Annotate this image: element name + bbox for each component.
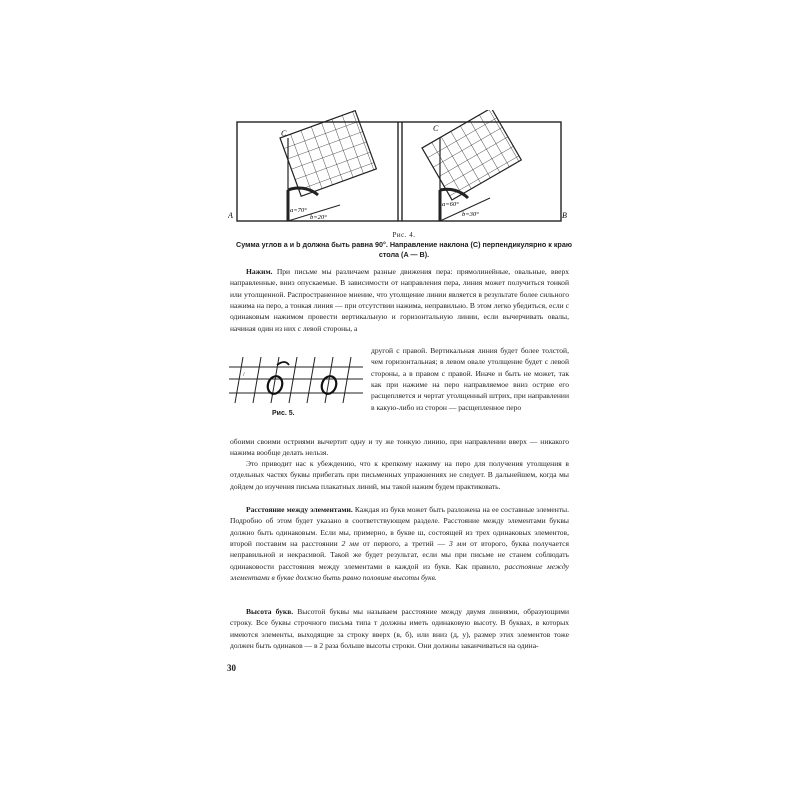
spacing-text-c: от второго, буква получается неправильной и некрасивой. Такой же будет результат, если мы при письме не станем соблюдать одинаковости расстояния между элементами в каждой из букв. Как правило, [230, 539, 570, 571]
figure-4-description: Сумма углов a и b должна быть равна 90°. Направление наклона (C) перпендикулярно к краю стола (A — B). [236, 240, 572, 259]
paragraph-letter-height [230, 606, 569, 651]
figure-4-title: Рис. 4. [392, 231, 416, 239]
spacing-rule: расстояние между элементами в букве должно быть равно половине высоты букв. [230, 561, 569, 583]
figure-4-caption [236, 230, 572, 260]
angle-b-left: b=20° [310, 214, 327, 221]
label-b: B [562, 211, 567, 220]
paragraph-lead-height: Высота букв. [246, 607, 294, 616]
spacing-text-a: Каждая из букв может быть разложена на ее составные элементы. Подробно об этом будет указано в соответствующем разделе. Расстояние между элементами буквы должно быть одинаковым. Если мы, примерно, в букве ш, состоящей из трех одинаковых элементов, второй поставим на расстоянии [230, 505, 570, 549]
paragraph-lead-pressure: Нажим. [246, 267, 273, 276]
paragraph-pressure-wrap: другой с правой. Вертикальная линия будет более толстой, чем горизонтальная; в левом овале утолщение будет с левой стороны, а в правом с правой. Иначе и быть не может, так как при нажиме на перо направляемое вниз острие его расщепляется и чертат утолщенный штрих, при направлении в какую-либо из сторон — расщепленное перо [371, 346, 569, 412]
figure-4-diagram [228, 110, 574, 225]
angle-a-left: a=70° [290, 207, 307, 214]
svg-text:/: / [243, 372, 245, 378]
paragraph-lead-spacing: Расстояние между элементами. [246, 505, 353, 514]
label-c-right: C [433, 124, 439, 133]
page-number: 30 [227, 663, 236, 673]
paragraph-spacing [230, 504, 569, 583]
paragraph-pressure [230, 266, 569, 334]
spacing-em-2: 3 мм [448, 539, 467, 549]
angle-b-right: b=30° [462, 211, 479, 218]
spacing-em-1: 2 мм [341, 539, 359, 549]
label-a: A [228, 211, 233, 220]
paragraph-pressure-text: При письме мы различаем разные движения пера: прямолинейные, овальные, вверх направленные, вниз опускаемые. В зависимости от направления пера, линия может получиться тонкой или утолщенной. Распространенное мнение, что утолщение линии является в результате более сильного нажима на перо, а тонкая линия — при отсутствии нажима, неправильно. В этом легко убедиться, если с одинаковым нажимом провести вертикальную и горизонтальную линии, если вычерчивать овалы, начиная один из них с левой стороны, а [230, 267, 569, 333]
paragraph-height-text: Высотой буквы мы называем расстояние между двумя линиями, образующими строку. Все буквы строчного письма типа т должны иметь одинаковую высоту. В буквах, в которых имеются элементы, выходящие за строку вверх (в, б), или вниз (д, у), размер этих элементов тоже должен быть одинаков — в 2 раза больше высоты строки. Они должны заканчиваться на одина- [230, 607, 570, 651]
figure-5-diagram [229, 357, 363, 407]
spacing-text-b: от первого, а третий — [362, 539, 446, 549]
paragraph-pressure-tail: обоими своими остриями вычертит одну и ту же тонкую линию, при направлении вверх — никакого нажима вообще делать нельзя. [230, 437, 569, 458]
figure-5-caption: Рис. 5. [272, 410, 295, 417]
label-c-left: C [281, 129, 287, 138]
left-slanted-grid [280, 111, 376, 197]
paragraph-conclusion: Это приводит нас к убеждению, что к крепкому нажиму на перо для получения утолщения в отдельных частях буквы прибегать при письменных упражнениях не следует. В дальнейшем, когда мы дойдем до изучения письма плакатных линий, мы такой нажим будем практиковать. [230, 459, 569, 491]
angle-a-right: a=60° [442, 201, 459, 208]
